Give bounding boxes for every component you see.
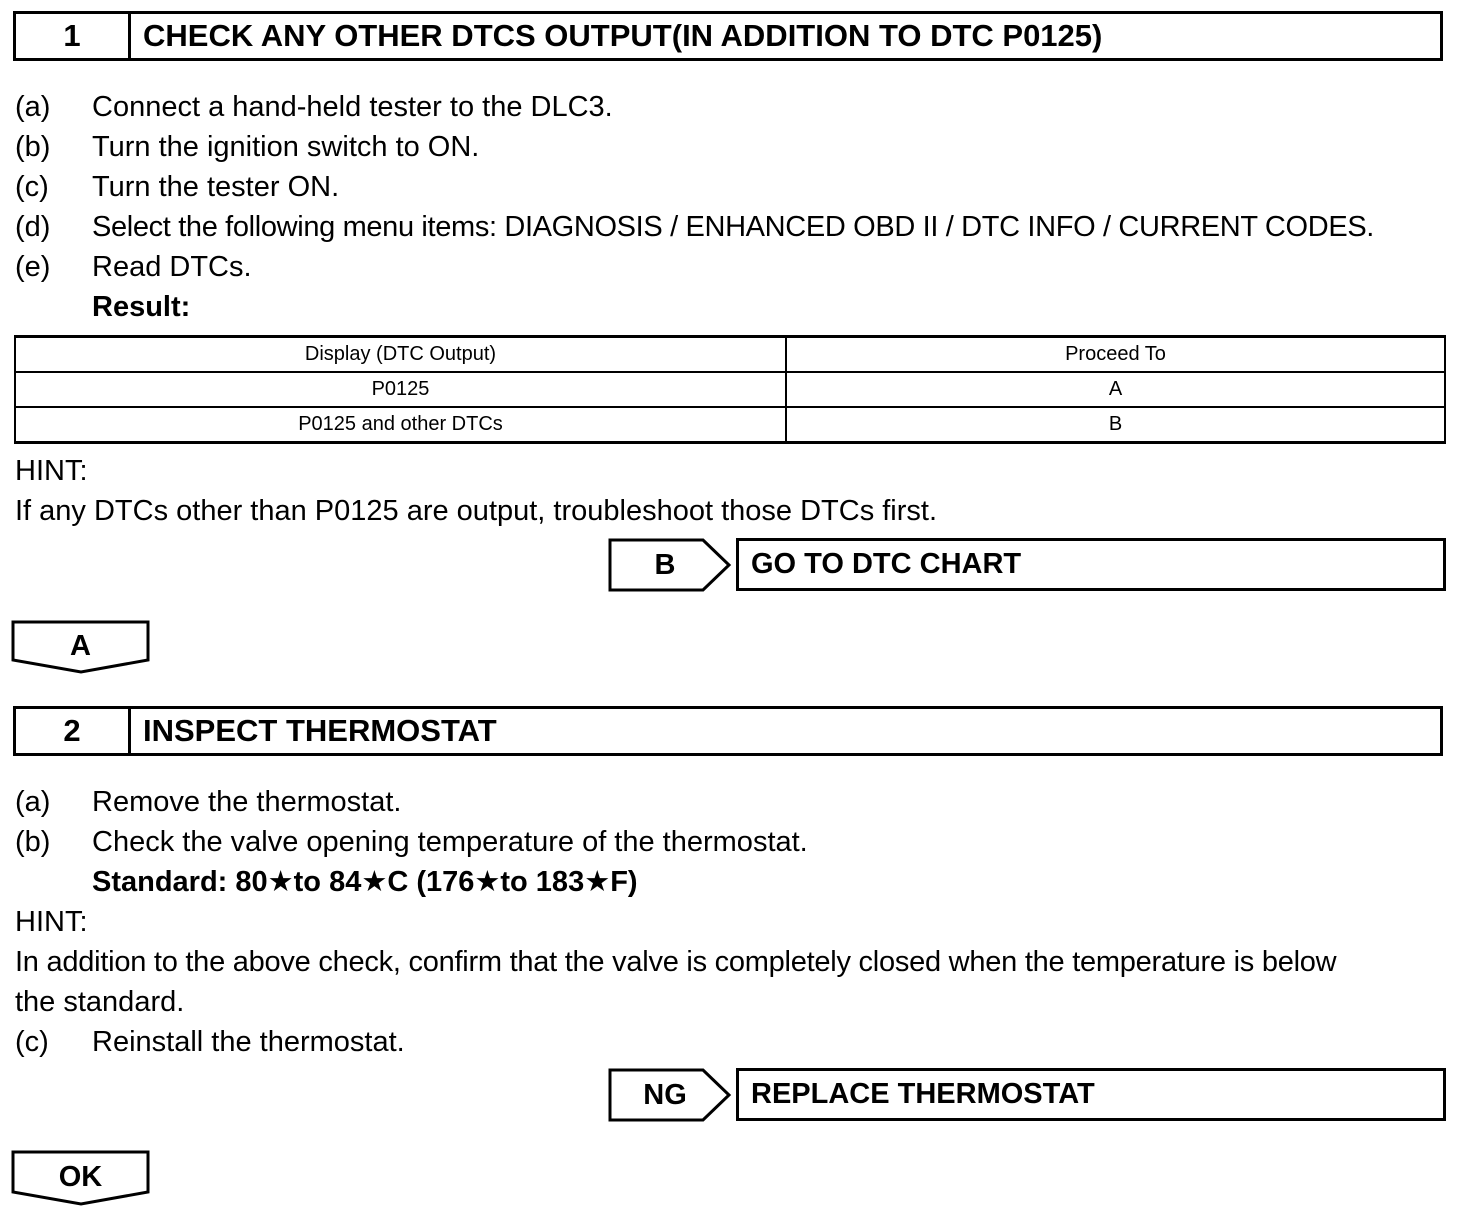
step-2-title: INSPECT THERMOSTAT xyxy=(143,713,497,748)
column-header: Proceed To xyxy=(786,337,1445,373)
item-text: Turn the tester ON. xyxy=(92,171,340,203)
item-text: Check the valve opening temperature of the thermostat. xyxy=(92,826,808,858)
flow-a-label: A xyxy=(70,629,91,662)
table-cell: A xyxy=(786,372,1445,407)
item-text: Connect a hand-held tester to the DLC3. xyxy=(92,91,613,123)
hint-text: If any DTCs other than P0125 are output, troubleshoot those DTCs first. xyxy=(15,495,938,527)
item-label: (e) xyxy=(15,251,51,283)
item-label: (c) xyxy=(15,171,49,203)
table-row xyxy=(15,372,1445,407)
hint-label: HINT: xyxy=(15,455,88,487)
item-text: Turn the ignition switch to ON. xyxy=(92,131,480,163)
column-header: Display (DTC Output) xyxy=(15,337,786,373)
hint-text-line-1: In addition to the above check, confirm that the valve is completely closed when the temperature is below xyxy=(15,946,1337,978)
item-label: (b) xyxy=(15,826,51,858)
result-label-text: Result: xyxy=(92,291,191,323)
item-label: (b) xyxy=(15,131,51,163)
step-2-number: 2 xyxy=(16,709,131,753)
item-label: (a) xyxy=(15,91,51,123)
item-label: (d) xyxy=(15,211,51,243)
hint-text-line-2: the standard. xyxy=(15,986,185,1018)
branch-b-result: GO TO DTC CHART xyxy=(736,538,1446,591)
flow-ok-label: OK xyxy=(58,1160,103,1193)
step-1-title: CHECK ANY OTHER DTCS OUTPUT(IN ADDITION TO DTC P0125) xyxy=(143,18,1103,53)
result-table xyxy=(14,335,1446,444)
table-cell: P0125 and other DTCs xyxy=(15,407,786,443)
branch-ng-label: NG xyxy=(643,1078,687,1111)
item-text: Read DTCs. xyxy=(92,251,252,283)
hint-label: HINT: xyxy=(15,906,88,938)
table-cell: B xyxy=(786,407,1445,443)
item-text: Reinstall the thermostat. xyxy=(92,1026,405,1058)
table-cell: P0125 xyxy=(15,372,786,407)
table-header-row xyxy=(15,337,1445,373)
table-row xyxy=(15,407,1445,443)
item-text: Select the following menu items: DIAGNOSIS / ENHANCED OBD II / DTC INFO / CURRENT CODES. xyxy=(92,211,1375,243)
branch-b-label: B xyxy=(654,548,676,581)
step-2-header xyxy=(13,706,1443,756)
item-label: (a) xyxy=(15,786,51,818)
standard-text: Standard: 80★to 84★C (176★to 183★F) xyxy=(92,866,638,898)
item-text: Remove the thermostat. xyxy=(92,786,402,818)
branch-ng-result: REPLACE THERMOSTAT xyxy=(736,1068,1446,1121)
step-1-header xyxy=(13,11,1443,61)
step-1-number: 1 xyxy=(16,14,131,58)
item-label: (c) xyxy=(15,1026,49,1058)
